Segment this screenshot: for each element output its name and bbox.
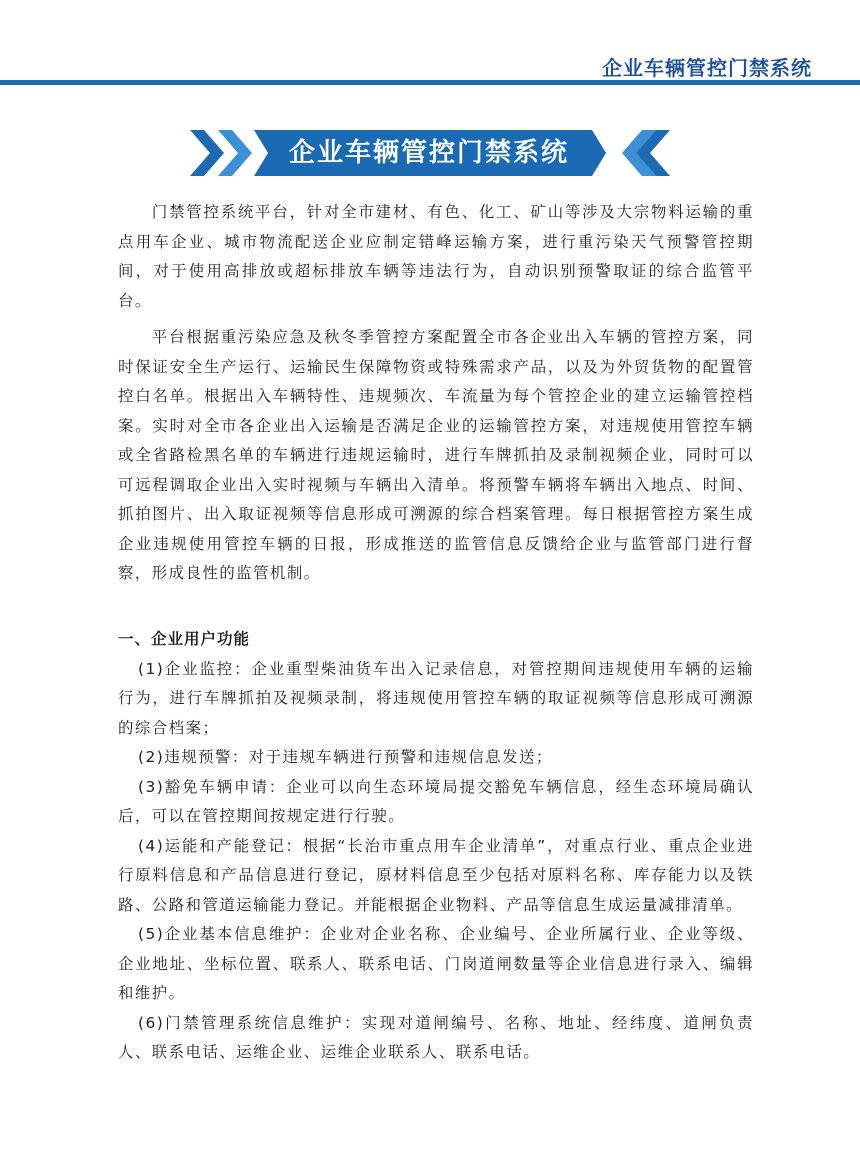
- double-chevron-right-icon: [190, 130, 252, 176]
- double-chevron-left-icon: [622, 130, 670, 176]
- list-item: (2)违规预警：对于违规车辆进行预警和违规信息发送；: [138, 748, 553, 766]
- list-item: (5)企业基本信息维护：企业对企业名称、企业编号、企业所属行业、企业等级、企业地址、坐标位置、联系人、联系电话、门岗道闸数量等企业信息进行录入、编辑和维护。: [118, 925, 754, 1002]
- section-heading: 一、企业用户功能: [118, 629, 251, 648]
- list-item: (3)豁免车辆申请：企业可以向生态环境局提交豁免车辆信息，经生态环境局确认后，可以在管控期间按规定进行行驶。: [118, 777, 754, 825]
- list-item: (4)运能和产能登记：根据“长治市重点用车企业清单”，对重点行业、重点企业进行原料信息和产品信息进行登记，原材料信息至少包括对原料名称、库存能力以及铁路、公路和管道运输能力登记。并能根据企业物料、产品等信息生成运量减排清单。: [118, 836, 754, 914]
- title-banner: [190, 128, 670, 178]
- intro-paragraph: 平台根据重污染应急及秋冬季管控方案配置全市各企业出入车辆的管控方案，同时保证安全生产运行、运输民生保障物资或特殊需求产品，以及为外贸货物的配置管控白名单。根据出入车辆特性、违规频次、车流量为每个管控企业的建立运输管控档案。实时对全市各企业出入运输是否满足企业的运输管控方案，对违规使用管控车辆或全省路检黑名单的车辆进行违规运输时，进行车牌抓拍及录制视频企业，同时可以可远程调取企业出入实时视频与车辆出入清单。将预警车辆将车辆出入地点、时间、抓拍图片、出入取证视频等信息形成可溯源的综合档案管理。每日根据管控方案生成企业违规使用管控车辆的日报，形成推送的监管信息反馈给企业与监管部门进行督察，形成良性的监管机制。: [118, 328, 754, 582]
- intro-paragraph: 门禁管控系统平台，针对全市建材、有色、化工、矿山等涉及大宗物料运输的重点用车企业、城市物流配送企业应制定错峰运输方案，进行重污染天气预警管控期间，对于使用高排放或超标排放车辆等违法行为，自动识别预警取证的综合监管平台。: [118, 203, 754, 310]
- header-divider: [0, 80, 860, 85]
- header-title: 企业车辆管控门禁系统: [602, 56, 812, 80]
- list-item: (1)企业监控：企业重型柴油货车出入记录信息，对管控期间违规使用车辆的运输行为，进行车牌抓拍及视频录制，将违规使用管控车辆的取证视频等信息形成可溯源的综合档案；: [118, 659, 754, 737]
- document-body: [118, 198, 754, 1068]
- list-item: (6)门禁管理系统信息维护：实现对道闸编号、名称、地址、经纬度、道闸负责人、联系电话、运维企业、运维企业联系人、联系电话。: [118, 1013, 754, 1061]
- banner-title: 企业车辆管控门禁系统: [288, 138, 569, 168]
